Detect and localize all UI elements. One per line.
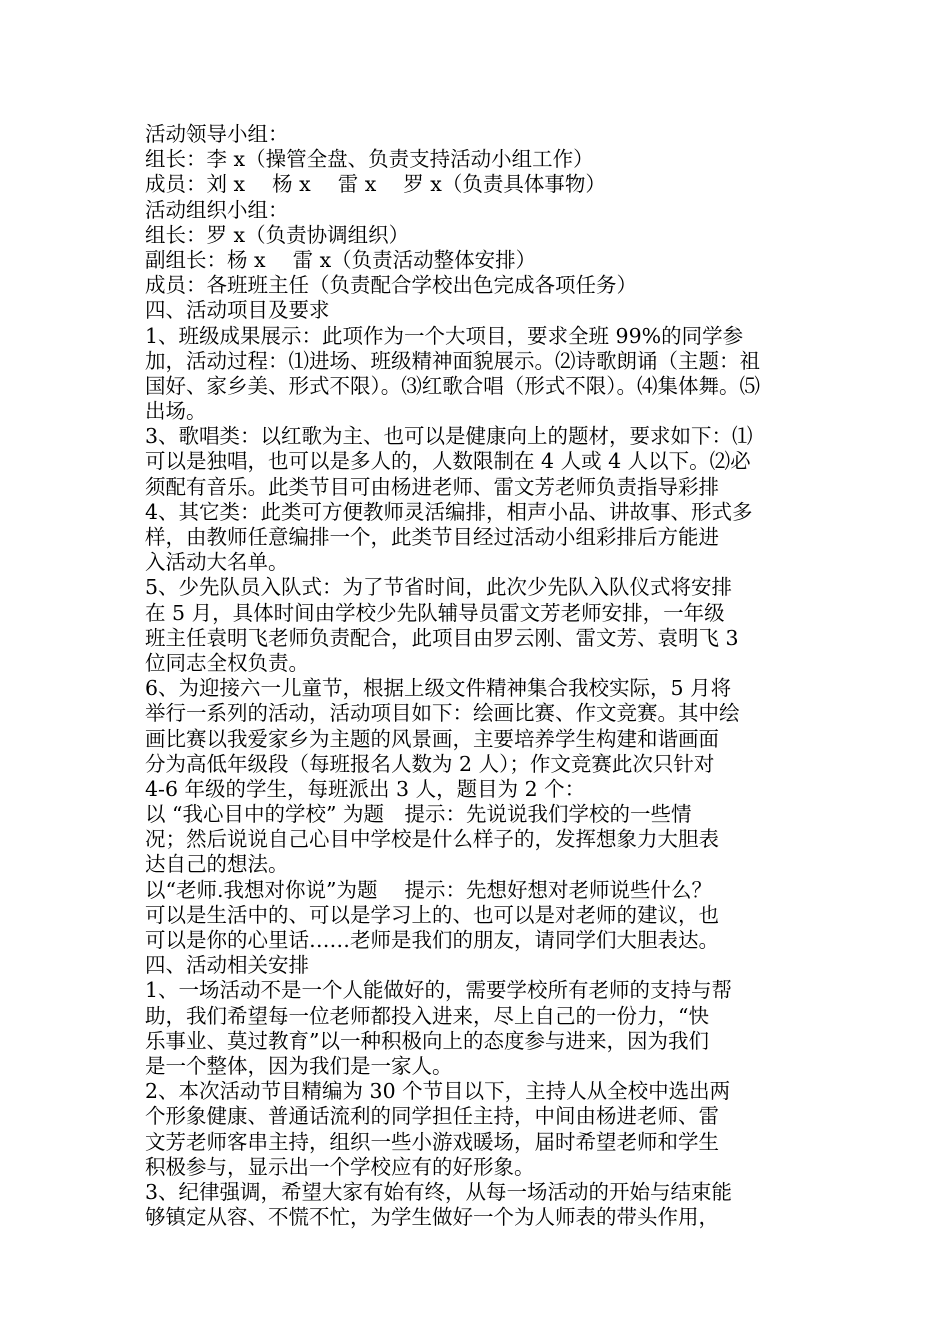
text-line: 样，由教师任意编排一个，此类节目经过活动小组彩排后方能进	[145, 525, 719, 549]
text-line: 活动领导小组：	[145, 122, 289, 146]
text-line: 入活动大名单。	[145, 550, 289, 575]
text-line: 组长：李 x（操管全盘、负责支持活动小组工作）	[145, 147, 594, 172]
text-line: 况；然后说说自己心目中学校是什么样子的，发挥想象力大胆表	[145, 827, 719, 852]
text-line: 6、为迎接六一儿童节，根据上级文件精神集合我校实际，5 月将	[145, 676, 732, 701]
text-line: 以 “我心目中的学校” 为题 提示：先说说我们学校的一些情	[145, 802, 692, 827]
section-heading: 四、活动项目及要求	[145, 298, 330, 323]
text-line: 文芳老师客串主持，组织一些小游戏暖场，届时希望老师和学生	[145, 1129, 719, 1154]
text-line: 位同志全权负责。	[145, 650, 309, 675]
text-line: 可以是生活中的、可以是学习上的、也可以是对老师的建议，也	[145, 902, 719, 927]
text-line: 分为高低年级段（每班报名人数为 2 人）；作文竞赛此次只针对	[145, 751, 715, 776]
text-line: 1、班级成果展示：此项作为一个大项目，要求全班 99%的同学参	[145, 323, 744, 348]
text-line: 副组长：杨 x 雷 x（负责活动整体安排）	[145, 247, 537, 272]
text-line: 达自己的想法。	[145, 852, 289, 877]
text-line: 组长：罗 x（负责协调组织）	[145, 222, 410, 247]
text-line: 助，我们希望每一位老师都投入进来，尽上自己的一份力，“快	[145, 1003, 709, 1028]
text-line: 3、歌唱类：以红歌为主、也可以是健康向上的题材，要求如下：⑴	[145, 424, 753, 449]
text-line: 成员：各班班主任（负责配合学校出色完成各项任务）	[145, 273, 637, 298]
text-line: 够镇定从容、不慌不忙，为学生做好一个为人师表的带头作用，	[145, 1205, 719, 1230]
text-line: 以“老师.我想对你说”为题 提示：先想好想对老师说些什么？	[145, 877, 712, 902]
text-line: 5、少先队员入队式：为了节省时间，此次少先队入队仪式将安排	[145, 575, 733, 600]
text-line: 乐事业、莫过教育”以一种积极向上的态度参与进来，因为我们	[145, 1028, 709, 1053]
text-line: 2、本次活动节目精编为 30 个节目以下，主持人从全校中选出两	[145, 1079, 731, 1104]
text-line: 出场。	[145, 399, 207, 424]
text-line: 4-6 年级的学生，每班派出 3 人，题目为 2 个：	[145, 776, 586, 801]
document-body	[145, 122, 810, 1230]
text-line: 可以是独唱，也可以是多人的，人数限制在 4 人或 4 人以下。⑵必	[145, 449, 751, 474]
text-line: 4、其它类：此类可方便教师灵活编排，相声小品、讲故事、形式多	[145, 499, 753, 524]
text-line: 积极参与，显示出一个学校应有的好形象。	[145, 1154, 535, 1179]
text-line: 举行一系列的活动，活动项目如下：绘画比赛、作文竞赛。其中绘	[145, 701, 740, 726]
text-line: 可以是你的心里话……老师是我们的朋友，请同学们大胆表达。	[145, 928, 719, 952]
text-line: 画比赛以我爱家乡为主题的风景画，主要培养学生构建和谐画面	[145, 726, 719, 751]
text-line: 是一个整体，因为我们是一家人。	[145, 1053, 453, 1078]
text-line: 活动组织小组：	[145, 197, 289, 222]
text-line: 加，活动过程：⑴进场、班级精神面貌展示。⑵诗歌朗诵（主题：祖	[145, 348, 760, 373]
text-line: 在 5 月，具体时间由学校少先队辅导员雷文芳老师安排，一年级	[145, 600, 725, 625]
text-line: 个形象健康、普通话流利的同学担任主持，中间由杨进老师、雷	[145, 1104, 719, 1129]
text-line: 国好、家乡美、形式不限）。⑶红歌合唱（形式不限）。⑷集体舞。⑸	[145, 373, 760, 398]
text-line: 3、纪律强调，希望大家有始有终，从每一场活动的开始与结束能	[145, 1179, 733, 1204]
text-line: 班主任袁明飞老师负责配合，此项目由罗云刚、雷文芳、袁明飞 3	[145, 625, 739, 650]
text-line: 须配有音乐。此类节目可由杨进老师、雷文芳老师负责指导彩排	[145, 474, 719, 499]
section-heading: 四、活动相关安排	[145, 953, 309, 978]
text-line: 1、一场活动不是一个人能做好的，需要学校所有老师的支持与帮	[145, 978, 733, 1003]
text-line: 成员：刘 x 杨 x 雷 x 罗 x（负责具体事物）	[145, 172, 606, 197]
